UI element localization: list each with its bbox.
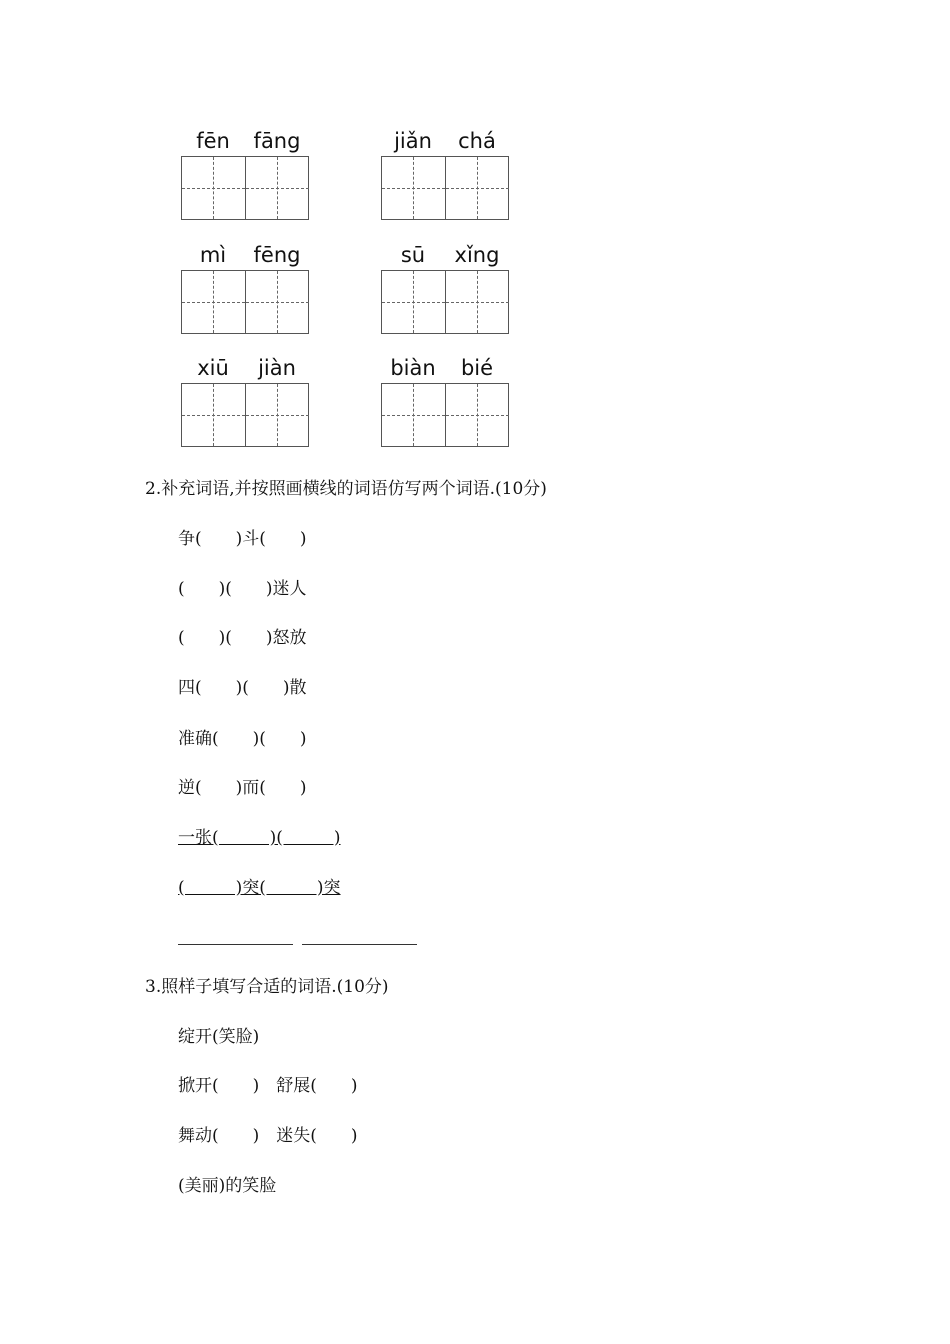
pinyin-row <box>381 353 511 383</box>
char-cell[interactable] <box>182 384 246 446</box>
q2-underlined-example[interactable]: 一张( )( ) <box>178 828 341 848</box>
q3-item: 绽开(笑脸) <box>178 1027 260 1047</box>
q2-item[interactable]: 逆( )而( ) <box>178 778 307 798</box>
pinyin-syllable: xǐng <box>454 243 500 267</box>
pinyin-syllable: sū <box>400 243 426 267</box>
question-3-title: 3.照样子填写合适的词语.(10分) <box>145 977 389 997</box>
pinyin-row <box>181 353 311 383</box>
tianzige-grid[interactable] <box>381 156 509 220</box>
q2-item[interactable]: 四( )( )散 <box>178 678 307 698</box>
q2-item[interactable]: 争( )斗( ) <box>178 529 307 549</box>
q2-item[interactable]: ( )( )迷人 <box>178 579 307 599</box>
pinyin-row <box>381 126 511 156</box>
char-cell[interactable] <box>246 157 310 219</box>
char-cell[interactable] <box>182 157 246 219</box>
q2-underlined-example[interactable]: ( )突( )突 <box>178 878 341 898</box>
char-cell[interactable] <box>446 384 510 446</box>
pinyin-row <box>381 240 511 270</box>
tianzige-grid[interactable] <box>181 383 309 447</box>
char-cell[interactable] <box>382 384 446 446</box>
tianzige-grid[interactable] <box>181 156 309 220</box>
pinyin-syllable: chá <box>458 129 496 153</box>
pinyin-syllable: jiàn <box>258 356 296 380</box>
pinyin-syllable: jiǎn <box>394 129 432 153</box>
tianzige-grid[interactable] <box>381 383 509 447</box>
char-cell[interactable] <box>382 157 446 219</box>
char-cell[interactable] <box>382 271 446 333</box>
pinyin-syllable: fēng <box>253 243 301 267</box>
question-2-title: 2.补充词语,并按照画横线的词语仿写两个词语.(10分) <box>145 479 547 499</box>
pinyin-syllable: bié <box>460 356 494 380</box>
char-cell[interactable] <box>446 157 510 219</box>
pinyin-row <box>181 126 311 156</box>
pinyin-syllable: fāng <box>253 129 301 153</box>
pinyin-syllable: xiū <box>197 356 229 380</box>
q2-item[interactable]: 准确( )( ) <box>178 729 307 749</box>
q3-item: (美丽)的笑脸 <box>178 1176 277 1196</box>
char-cell[interactable] <box>246 271 310 333</box>
pinyin-syllable: fēn <box>196 129 230 153</box>
tianzige-grid[interactable] <box>181 270 309 334</box>
answer-blank-2[interactable] <box>302 944 417 945</box>
pinyin-syllable: biàn <box>390 356 436 380</box>
answer-blank-1[interactable] <box>178 944 293 945</box>
char-cell[interactable] <box>446 271 510 333</box>
tianzige-grid[interactable] <box>381 270 509 334</box>
q3-item[interactable]: 舞动( ) 迷失( ) <box>178 1126 358 1146</box>
q2-item[interactable]: ( )( )怒放 <box>178 628 307 648</box>
q3-item[interactable]: 掀开( ) 舒展( ) <box>178 1076 358 1096</box>
char-cell[interactable] <box>182 271 246 333</box>
pinyin-row <box>181 240 311 270</box>
pinyin-syllable: mì <box>199 243 227 267</box>
char-cell[interactable] <box>246 384 310 446</box>
